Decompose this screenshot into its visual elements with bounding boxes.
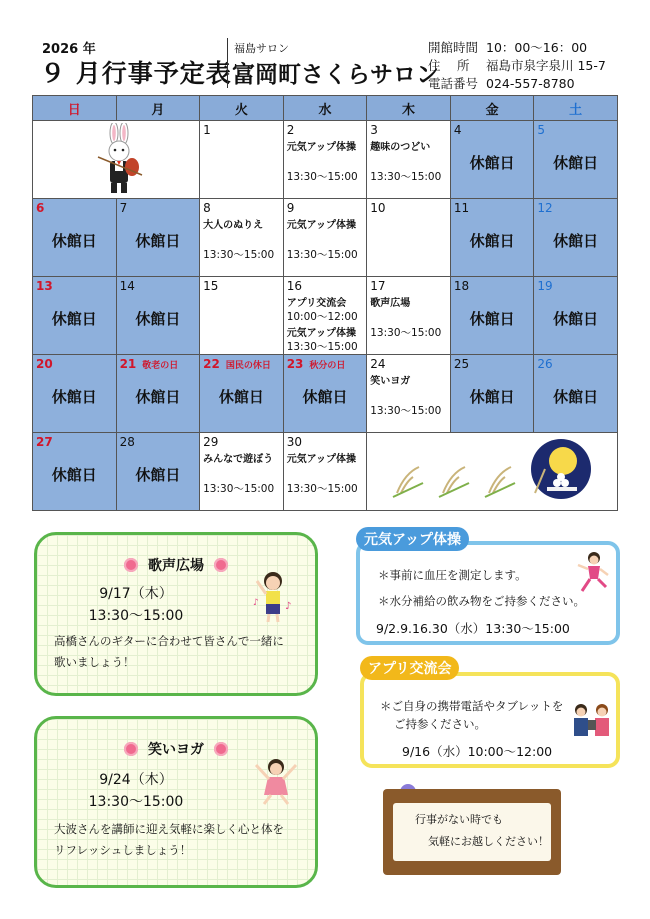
- calendar-week-row: [33, 277, 618, 355]
- calendar-day-cell: [283, 121, 367, 199]
- closed-label: 休館日: [135, 388, 181, 406]
- exercise-note-2: ＊水分補給の飲み物をご持参ください。: [378, 594, 585, 608]
- event-name: みんなで遊ぼう: [203, 454, 274, 465]
- calendar-day-cell: [367, 277, 451, 355]
- calendar-day-cell: [33, 199, 117, 277]
- calendar-day-cell: [367, 199, 451, 277]
- closed-label: 休館日: [553, 232, 599, 250]
- exercise-note-1: ＊事前に血圧を測定します。: [378, 568, 527, 582]
- calendar-day-cell: [450, 355, 534, 433]
- year-label: 2026 年: [42, 42, 96, 57]
- singing-desc: 高橋さんのギターに合わせて皆さんで一緒に歌いましょう！: [54, 634, 284, 669]
- day-number: [287, 201, 295, 215]
- calendar-week-row: [33, 121, 618, 199]
- singing-girl-icon: [251, 569, 297, 623]
- holiday-label: 秋分の日: [309, 361, 346, 371]
- event-name: 笑いヨガ: [370, 376, 411, 387]
- closed-label: 休館日: [51, 310, 97, 328]
- exercise-box: [356, 541, 620, 645]
- day-number-text: 6: [36, 201, 45, 215]
- calendar-week-row: [33, 199, 618, 277]
- event-name: 元気アップ体操: [286, 328, 356, 339]
- day-number: [287, 279, 302, 293]
- calendar-day-cell: [116, 199, 200, 277]
- flower-icon: [124, 742, 138, 756]
- calendar-day-cell: [283, 199, 367, 277]
- day-number-text: 12: [537, 201, 553, 215]
- day-number: [203, 201, 211, 215]
- day-number-text: 8: [203, 201, 211, 215]
- flower-icon: [214, 742, 228, 756]
- calendar-day-cell: [283, 433, 367, 511]
- event-time: 13:30〜15:00: [286, 483, 358, 495]
- calendar-day-cell: [200, 433, 284, 511]
- calendar-day-cell: [283, 277, 367, 355]
- day-number: [120, 435, 135, 449]
- exercise-woman-icon: [574, 551, 610, 595]
- moon-illustration-cell: [367, 433, 618, 511]
- day-number-text: 7: [119, 201, 128, 215]
- event-time: 13:30〜15:00: [370, 327, 442, 339]
- calendar-day-cell: [534, 121, 618, 199]
- day-number: [454, 201, 469, 215]
- day-number: [370, 357, 385, 371]
- day-number-text: 13: [36, 279, 53, 293]
- closed-label: 休館日: [302, 388, 348, 406]
- day-number-text: 24: [370, 357, 386, 371]
- closed-label: 休館日: [553, 388, 599, 406]
- day-number: [537, 201, 552, 215]
- weekday-header: 木: [367, 96, 451, 121]
- calendar-day-cell: [116, 355, 200, 433]
- yoga-girl-icon: [252, 757, 300, 805]
- day-number: [454, 357, 469, 371]
- closed-label: 休館日: [51, 466, 97, 484]
- day-number-text: 26: [537, 357, 553, 371]
- closed-label: 休館日: [135, 310, 181, 328]
- day-number: [203, 279, 218, 293]
- day-number: [36, 279, 53, 293]
- event-time: 13:30〜15:00: [286, 249, 358, 261]
- day-number: [287, 435, 302, 449]
- calendar-day-cell: [200, 355, 284, 433]
- rabbit-illustration-cell: [33, 121, 200, 199]
- page-title: ９ 月行事予定表: [40, 59, 232, 88]
- calendar-body: [33, 121, 618, 511]
- closed-label: 休館日: [469, 310, 515, 328]
- day-number-text: 10: [370, 201, 386, 215]
- calendar-day-cell: [33, 433, 117, 511]
- closed-label: 休館日: [553, 310, 599, 328]
- salon-subtitle: 福島サロン: [234, 42, 289, 55]
- day-number-text: 30: [286, 435, 302, 449]
- header-divider: [227, 38, 228, 88]
- day-number: [370, 279, 385, 293]
- day-number: [203, 357, 271, 371]
- weekday-header-row: [33, 96, 618, 121]
- day-number: [454, 123, 462, 137]
- day-number: [36, 435, 53, 449]
- closed-label: 休館日: [51, 388, 97, 406]
- closed-label: 休館日: [218, 388, 264, 406]
- yoga-date: 9/24（木）: [99, 772, 173, 788]
- salon-name: 富岡町さくらサロン: [232, 62, 439, 88]
- susuki-moon-icon: [367, 433, 615, 511]
- app-box: [360, 672, 620, 768]
- calendar-week-row: [33, 433, 618, 511]
- day-number-text: 21: [119, 357, 137, 371]
- phone-row: [428, 74, 575, 92]
- day-number-text: 29: [203, 435, 219, 449]
- calendar-day-cell: [450, 277, 534, 355]
- exercise-tag: 元気アップ体操: [356, 527, 469, 551]
- phone-label: 電話番号: [428, 76, 479, 91]
- day-number-text: 23: [286, 357, 304, 371]
- calendar-day-cell: [116, 433, 200, 511]
- weekday-header: 水: [283, 96, 367, 121]
- event-time: 13:30〜15:00: [370, 405, 442, 417]
- day-number-text: 20: [36, 357, 53, 371]
- app-note-1: ＊ご自身の携帯電話やタブレットを: [380, 699, 564, 713]
- event-name: 元気アップ体操: [286, 454, 356, 465]
- day-number-text: 25: [453, 357, 470, 371]
- signboard-panel: [393, 803, 551, 861]
- day-number: [203, 435, 218, 449]
- weekday-header: 日: [33, 96, 117, 121]
- calendar-day-cell: [200, 121, 284, 199]
- calendar-day-cell: [116, 277, 200, 355]
- weekday-header: 火: [200, 96, 284, 121]
- event-time: 13:30〜15:00: [286, 171, 358, 183]
- day-number-text: 3: [370, 123, 378, 137]
- svg-text:♪: ♪: [285, 601, 292, 612]
- day-number-text: 22: [203, 357, 220, 371]
- hours-value: 10：00〜16：00: [486, 40, 588, 55]
- event-time: 13:30〜15:00: [286, 341, 358, 353]
- rabbit-violin-icon: [88, 123, 148, 195]
- day-number: [370, 123, 378, 137]
- calendar-day-cell: [534, 277, 618, 355]
- weekday-header: 月: [116, 96, 200, 121]
- day-number: [120, 201, 128, 215]
- event-time: 13:30〜15:00: [203, 483, 275, 495]
- event-time: 13:30〜15:00: [370, 171, 442, 183]
- calendar-day-cell: [450, 199, 534, 277]
- calendar-table: [32, 95, 618, 511]
- calendar-week-row: [33, 355, 618, 433]
- day-number: [454, 279, 469, 293]
- singing-card-title: 歌声広場: [148, 558, 204, 574]
- event-time: 10:00〜12:00: [286, 311, 358, 323]
- exercise-schedule: 9/2.9.16.30（水）13:30〜15:00: [376, 621, 570, 636]
- day-number-text: 28: [119, 435, 135, 449]
- yoga-card-title: 笑いヨガ: [148, 742, 204, 758]
- event-name: 大人のぬりえ: [203, 220, 264, 231]
- day-number-text: 9: [286, 201, 295, 215]
- day-number: [120, 279, 135, 293]
- day-number-text: 16: [286, 279, 302, 293]
- closed-label: 休館日: [469, 154, 515, 172]
- calendar-day-cell: [367, 355, 451, 433]
- address-value: 福島市泉字泉川 15-7: [486, 58, 606, 73]
- event-name: 元気アップ体操: [286, 220, 356, 231]
- event-time: 13:30〜15:00: [203, 249, 275, 261]
- signboard: [383, 789, 561, 875]
- hours-label: 開館時間: [428, 40, 479, 55]
- day-number-text: 11: [453, 201, 470, 215]
- calendar-day-cell: [283, 355, 367, 433]
- yoga-desc: 大波さんを講師に迎え気軽に楽しく心と体をリフレッシュしましょう！: [54, 822, 284, 857]
- singing-card: [34, 532, 318, 696]
- singing-time: 13:30〜15:00: [88, 608, 184, 624]
- calendar-day-cell: [534, 355, 618, 433]
- yoga-time: 13:30〜15:00: [88, 794, 184, 810]
- day-number-text: 1: [203, 123, 211, 137]
- yoga-card-title-row: [37, 739, 315, 759]
- sign-line-2: 気軽にお越しください！: [428, 835, 549, 848]
- day-number-text: 2: [286, 123, 295, 137]
- day-number: [537, 123, 545, 137]
- event-name: 元気アップ体操: [286, 142, 356, 153]
- day-number: [287, 357, 346, 371]
- day-number: [370, 201, 385, 215]
- day-number-text: 14: [119, 279, 135, 293]
- calendar-day-cell: [367, 121, 451, 199]
- day-number-text: 5: [537, 123, 546, 137]
- app-tag: アプリ交流会: [360, 656, 459, 680]
- tablet-people-icon: [570, 702, 614, 742]
- day-number-text: 17: [370, 279, 386, 293]
- closed-label: 休館日: [469, 232, 515, 250]
- app-schedule: 9/16（水）10:00〜12:00: [402, 744, 553, 759]
- address-label: 住 所: [428, 58, 470, 73]
- closed-label: 休館日: [51, 232, 97, 250]
- day-number-text: 19: [537, 279, 553, 293]
- phone-value: 024-557-8780: [486, 76, 575, 91]
- day-number: [120, 357, 179, 371]
- weekday-header: 土: [534, 96, 618, 121]
- day-number: [203, 123, 211, 137]
- closed-label: 休館日: [135, 466, 181, 484]
- weekday-header: 金: [450, 96, 534, 121]
- day-number-text: 15: [203, 279, 219, 293]
- day-number-text: 18: [453, 279, 470, 293]
- flower-icon: [124, 558, 138, 572]
- calendar-day-cell: [450, 121, 534, 199]
- hours-row: [428, 38, 587, 56]
- day-number-text: 4: [453, 123, 462, 137]
- holiday-label: 国民の休日: [225, 361, 271, 371]
- singing-date: 9/17（木）: [99, 586, 173, 602]
- event-name: アプリ交流会: [286, 298, 347, 309]
- closed-label: 休館日: [553, 154, 599, 172]
- day-number-text: 27: [36, 435, 53, 449]
- day-number: [36, 201, 44, 215]
- event-name: 歌声広場: [370, 298, 411, 309]
- address-row: [428, 56, 606, 74]
- calendar-day-cell: [200, 277, 284, 355]
- day-number: [537, 279, 552, 293]
- app-note-2: ご持参ください。: [394, 717, 486, 731]
- day-number: [287, 123, 295, 137]
- sign-line-1: 行事がない時でも: [415, 813, 503, 826]
- holiday-label: 敬老の日: [142, 361, 179, 371]
- day-number: [537, 357, 552, 371]
- calendar-day-cell: [33, 277, 117, 355]
- yoga-card: [34, 716, 318, 888]
- closed-label: 休館日: [135, 232, 181, 250]
- event-name: 趣味のつどい: [370, 142, 431, 153]
- day-number: [36, 357, 53, 371]
- svg-text:♪: ♪: [253, 598, 259, 608]
- calendar-day-cell: [200, 199, 284, 277]
- calendar-day-cell: [534, 199, 618, 277]
- flower-icon: [214, 558, 228, 572]
- closed-label: 休館日: [469, 388, 515, 406]
- calendar-day-cell: [33, 355, 117, 433]
